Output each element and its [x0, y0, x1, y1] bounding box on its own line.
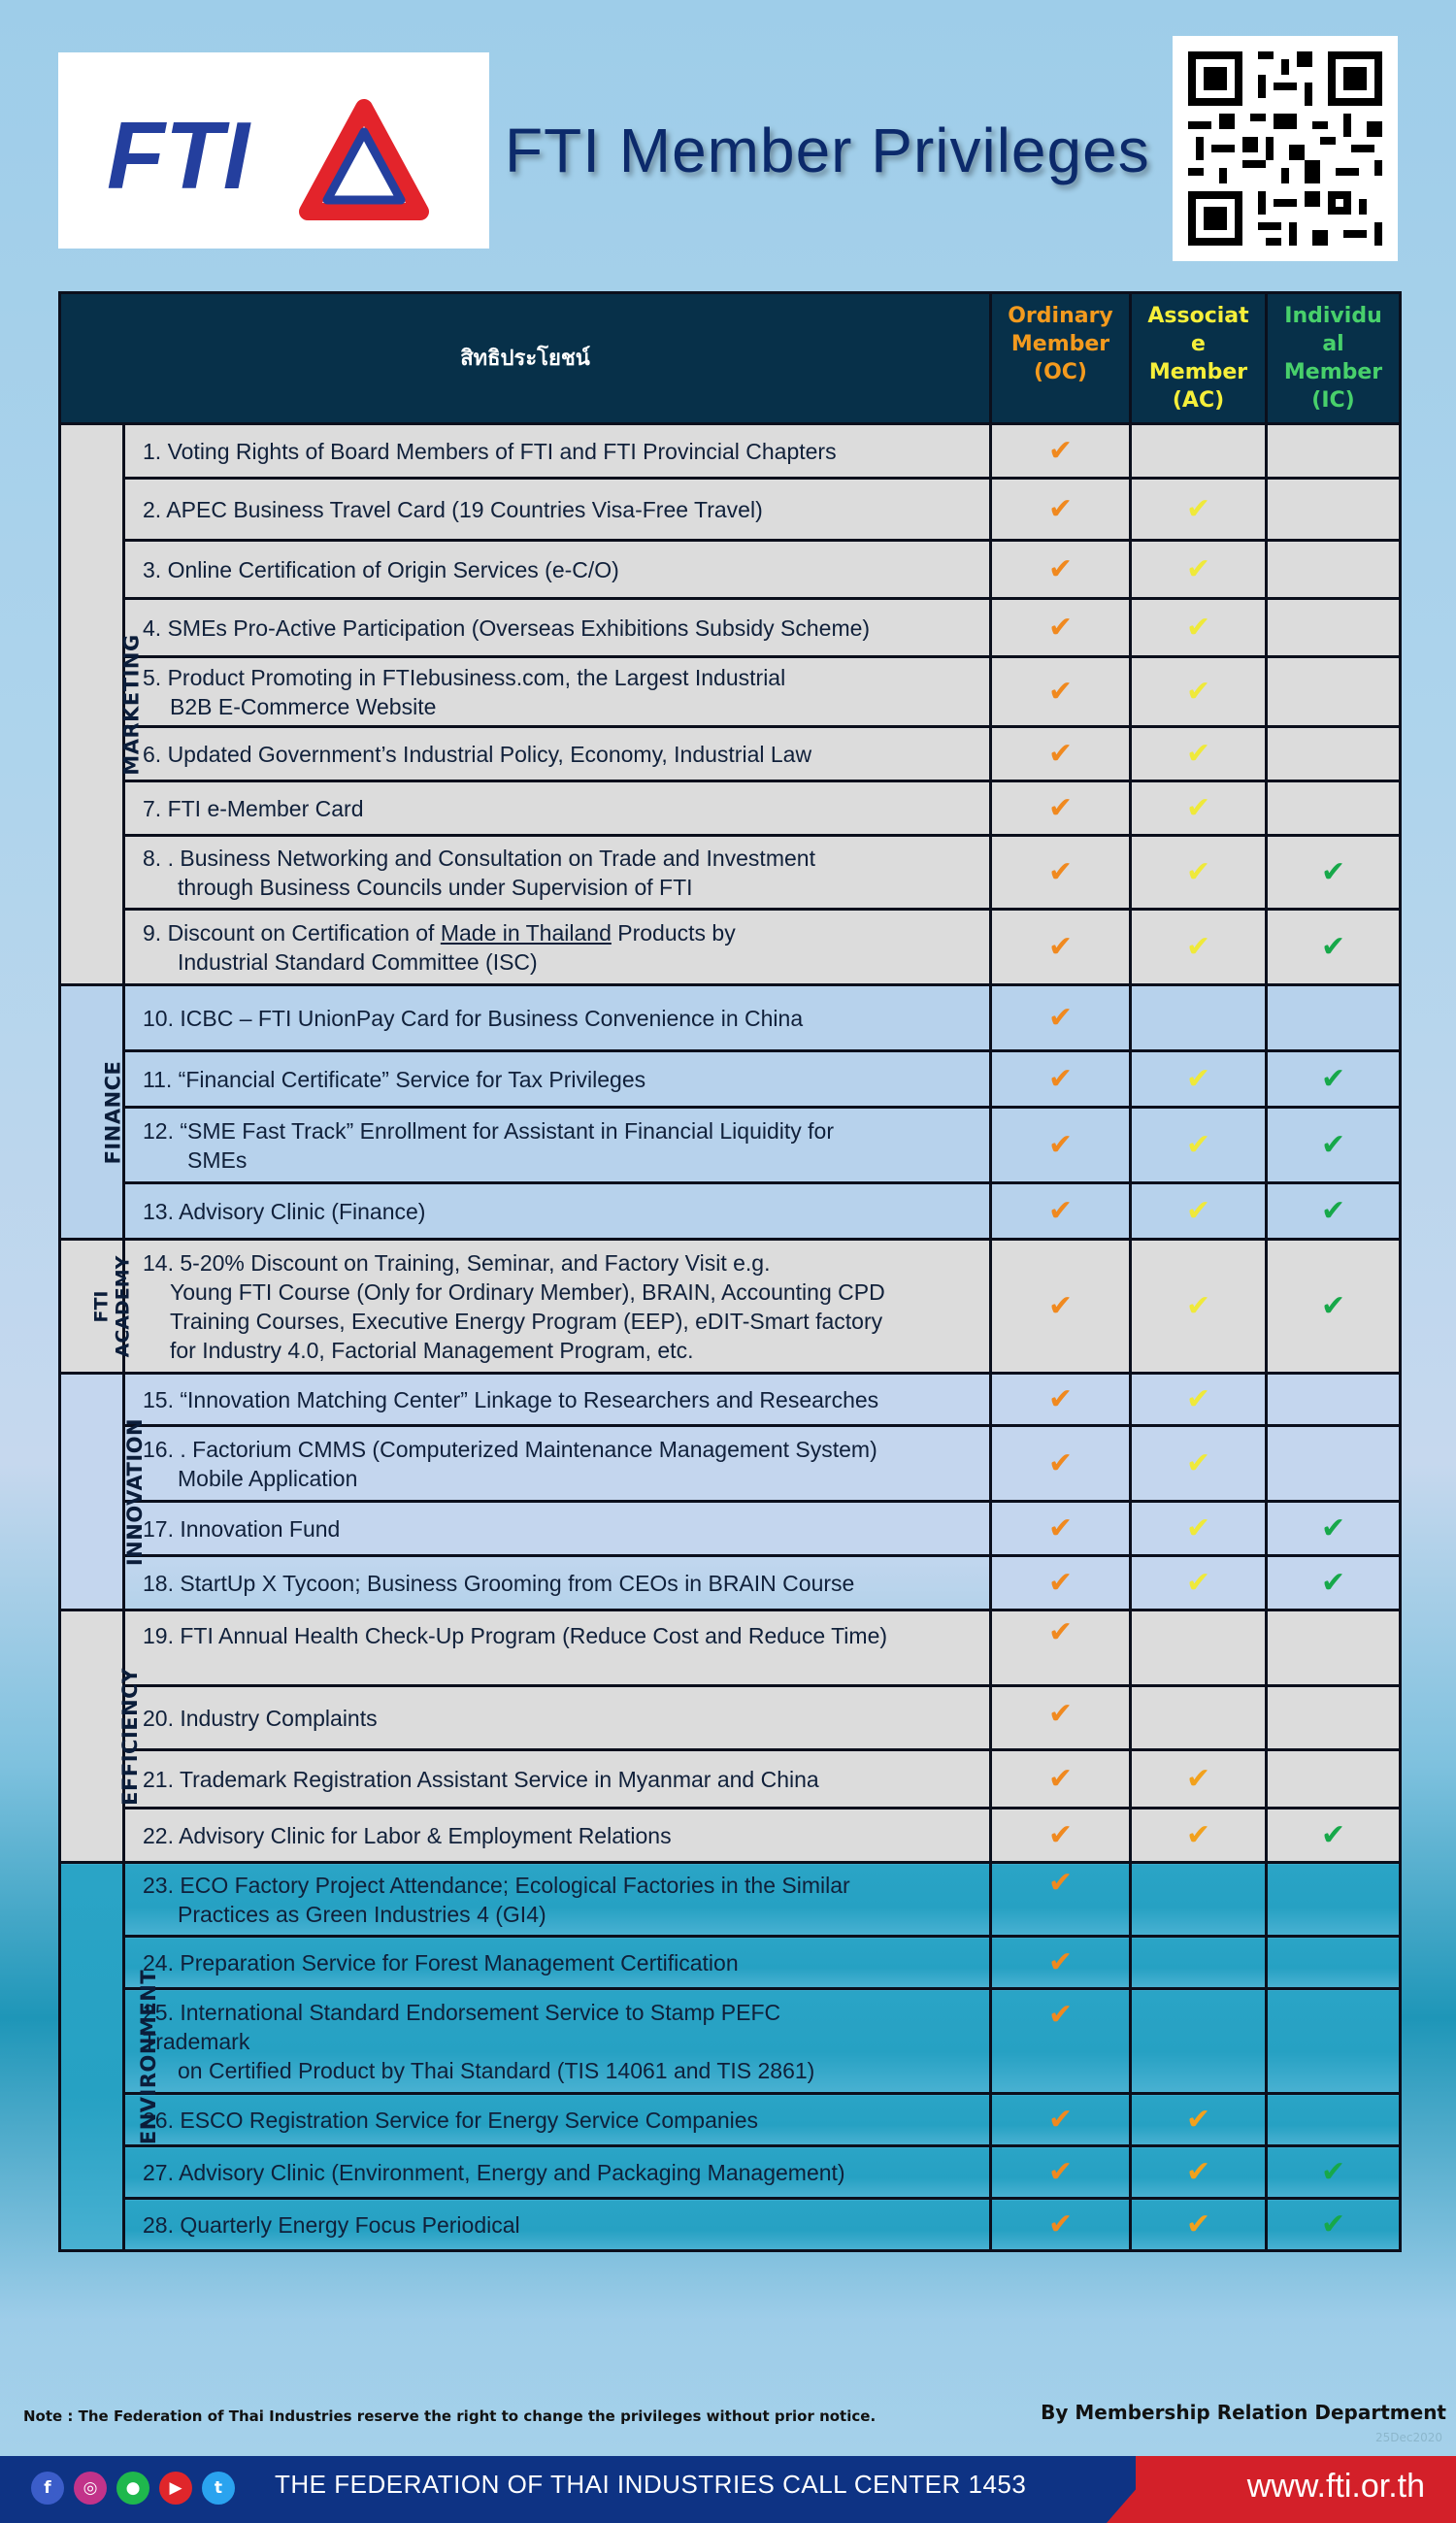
logo-text: FTI	[107, 102, 249, 209]
privilege-item: 9. Discount on Certification of Made in Thailand Products by Industrial Standard Committee (ISC)	[124, 910, 991, 985]
ic-check-icon: ✔	[1267, 836, 1401, 910]
fti-logo	[58, 52, 489, 249]
ac-check-icon: ✔	[1131, 1556, 1267, 1610]
privilege-item: 28. Quarterly Energy Focus Periodical	[124, 2199, 991, 2251]
ic-empty-cell	[1267, 781, 1401, 836]
ic-check-icon: ✔	[1267, 910, 1401, 985]
oc-check-icon: ✔	[991, 1051, 1131, 1108]
privilege-item: 6. Updated Government’s Industrial Policy, Economy, Industrial Law	[124, 727, 991, 781]
table-row	[60, 781, 1401, 836]
oc-check-icon: ✔	[991, 1502, 1131, 1556]
ac-empty-cell	[1131, 985, 1267, 1051]
ac-check-icon: ✔	[1131, 657, 1267, 727]
page-title: FTI Member Privileges	[505, 116, 1150, 185]
ac-check-icon: ✔	[1131, 1750, 1267, 1809]
youtube-icon[interactable]: ▶	[159, 2472, 192, 2505]
table-row	[60, 1989, 1401, 2094]
privilege-item: 18. StartUp X Tycoon; Business Grooming from CEOs in BRAIN Course	[124, 1556, 991, 1610]
privilege-item: 22. Advisory Clinic for Labor & Employment Relations	[124, 1809, 991, 1863]
col-oc-header: Ordinary Member (OC)	[991, 293, 1131, 424]
ac-check-icon: ✔	[1131, 479, 1267, 541]
privilege-item: 23. ECO Factory Project Attendance; Ecological Factories in the Similar Practices as Green Industries 4 (GI4)	[124, 1863, 991, 1937]
table-row	[60, 836, 1401, 910]
oc-check-icon: ✔	[991, 1108, 1131, 1183]
privilege-item: 26. ESCO Registration Service for Energy Service Companies	[124, 2094, 991, 2146]
privilege-item: 13. Advisory Clinic (Finance)	[124, 1183, 991, 1240]
oc-check-icon: ✔	[991, 1686, 1131, 1750]
table-row	[60, 1374, 1401, 1426]
ic-empty-cell	[1267, 2094, 1401, 2146]
table-row	[60, 657, 1401, 727]
table-row	[60, 1240, 1401, 1374]
ac-check-icon: ✔	[1131, 781, 1267, 836]
table-row	[60, 985, 1401, 1051]
oc-check-icon: ✔	[991, 479, 1131, 541]
ac-empty-cell	[1131, 1610, 1267, 1686]
ac-empty-cell	[1131, 424, 1267, 479]
privilege-item: 10. ICBC – FTI UnionPay Card for Business Convenience in China	[124, 985, 991, 1051]
ac-empty-cell	[1131, 1989, 1267, 2094]
ac-check-icon: ✔	[1131, 1426, 1267, 1502]
ic-empty-cell	[1267, 1610, 1401, 1686]
table-header	[60, 293, 1401, 424]
qr-code[interactable]	[1173, 36, 1398, 261]
privilege-item: 2. APEC Business Travel Card (19 Countries Visa-Free Travel)	[124, 479, 991, 541]
ic-empty-cell	[1267, 1426, 1401, 1502]
oc-check-icon: ✔	[991, 727, 1131, 781]
col-privileges-header: สิทธิประโยชน์	[60, 293, 991, 424]
privileges-table	[58, 291, 1402, 2252]
oc-check-icon: ✔	[991, 1863, 1131, 1937]
ic-empty-cell	[1267, 985, 1401, 1051]
oc-check-icon: ✔	[991, 1240, 1131, 1374]
table-row	[60, 1556, 1401, 1610]
ac-check-icon: ✔	[1131, 2146, 1267, 2199]
ac-check-icon: ✔	[1131, 599, 1267, 657]
oc-check-icon: ✔	[991, 781, 1131, 836]
table-row	[60, 2146, 1401, 2199]
ac-check-icon: ✔	[1131, 910, 1267, 985]
table-row	[60, 1502, 1401, 1556]
ac-check-icon: ✔	[1131, 1240, 1267, 1374]
privilege-item: 17. Innovation Fund	[124, 1502, 991, 1556]
oc-check-icon: ✔	[991, 1426, 1131, 1502]
ac-check-icon: ✔	[1131, 1374, 1267, 1426]
disclaimer-note: Note : The Federation of Thai Industries reserve the right to change the privileges without prior notice.	[23, 2407, 877, 2425]
oc-check-icon: ✔	[991, 657, 1131, 727]
table-row	[60, 1686, 1401, 1750]
ic-check-icon: ✔	[1267, 1809, 1401, 1863]
privilege-item: 5. Product Promoting in FTIebusiness.com, the Largest Industrial B2B E-Commerce Website	[124, 657, 991, 727]
ic-empty-cell	[1267, 1989, 1401, 2094]
ic-empty-cell	[1267, 424, 1401, 479]
oc-check-icon: ✔	[991, 599, 1131, 657]
privilege-item: 16. . Factorium CMMS (Computerized Maintenance Management System) Mobile Application	[124, 1426, 991, 1502]
ac-check-icon: ✔	[1131, 541, 1267, 599]
oc-check-icon: ✔	[991, 2146, 1131, 2199]
oc-check-icon: ✔	[991, 985, 1131, 1051]
privilege-item: 11. “Financial Certificate” Service for Tax Privileges	[124, 1051, 991, 1108]
ic-empty-cell	[1267, 479, 1401, 541]
privilege-item: 7. FTI e-Member Card	[124, 781, 991, 836]
table-row	[60, 424, 1401, 479]
privilege-item: 20. Industry Complaints	[124, 1686, 991, 1750]
oc-check-icon: ✔	[991, 1750, 1131, 1809]
footer-bar	[0, 2456, 1456, 2523]
table-row	[60, 1051, 1401, 1108]
category-environment: ENVIRONMENT	[60, 1863, 124, 2251]
privilege-item: 19. FTI Annual Health Check-Up Program (Reduce Cost and Reduce Time)	[124, 1610, 991, 1686]
ic-check-icon: ✔	[1267, 1556, 1401, 1610]
ac-check-icon: ✔	[1131, 1502, 1267, 1556]
table-row	[60, 1750, 1401, 1809]
ic-check-icon: ✔	[1267, 1108, 1401, 1183]
call-center-text: THE FEDERATION OF THAI INDUSTRIES CALL CENTER 1453	[275, 2470, 1027, 2499]
oc-check-icon: ✔	[991, 2094, 1131, 2146]
privilege-item: 27. Advisory Clinic (Environment, Energy and Packaging Management)	[124, 2146, 991, 2199]
privilege-item: 3. Online Certification of Origin Services (e-C/O)	[124, 541, 991, 599]
ac-check-icon: ✔	[1131, 1108, 1267, 1183]
category-efficiency: EFFICIENCY	[60, 1610, 124, 1863]
ic-check-icon: ✔	[1267, 1502, 1401, 1556]
privilege-item: 15. “Innovation Matching Center” Linkage to Researchers and Researches	[124, 1374, 991, 1426]
oc-check-icon: ✔	[991, 424, 1131, 479]
ic-empty-cell	[1267, 541, 1401, 599]
table-row	[60, 479, 1401, 541]
table-row	[60, 1426, 1401, 1502]
privilege-item: 4. SMEs Pro-Active Participation (Overseas Exhibitions Subsidy Scheme)	[124, 599, 991, 657]
oc-check-icon: ✔	[991, 1989, 1131, 2094]
category-fti-academy: FTI ACADEMY	[60, 1240, 124, 1374]
facebook-icon[interactable]: f	[31, 2472, 64, 2505]
col-ic-header: Individu al Member (IC)	[1267, 293, 1401, 424]
ac-check-icon: ✔	[1131, 2094, 1267, 2146]
table-row	[60, 1937, 1401, 1989]
ac-check-icon: ✔	[1131, 1051, 1267, 1108]
table-row	[60, 1863, 1401, 1937]
privilege-item: 24. Preparation Service for Forest Management Certification	[124, 1937, 991, 1989]
oc-check-icon: ✔	[991, 2199, 1131, 2251]
ic-empty-cell	[1267, 1863, 1401, 1937]
ic-check-icon: ✔	[1267, 2199, 1401, 2251]
ic-check-icon: ✔	[1267, 1183, 1401, 1240]
website-link[interactable]: www.fti.or.th	[1246, 2468, 1425, 2505]
oc-check-icon: ✔	[991, 1937, 1131, 1989]
table-row	[60, 1183, 1401, 1240]
ac-empty-cell	[1131, 1937, 1267, 1989]
privilege-item: 12. “SME Fast Track” Enrollment for Assistant in Financial Liquidity for SMEs	[124, 1108, 991, 1183]
table-row	[60, 910, 1401, 985]
line-icon[interactable]: ●	[116, 2472, 149, 2505]
ac-check-icon: ✔	[1131, 1809, 1267, 1863]
oc-check-icon: ✔	[991, 1374, 1131, 1426]
privilege-item: 1. Voting Rights of Board Members of FTI and FTI Provincial Chapters	[124, 424, 991, 479]
category-innovation: INNOVATION	[60, 1374, 124, 1610]
ic-empty-cell	[1267, 1750, 1401, 1809]
twitter-icon[interactable]: t	[202, 2472, 235, 2505]
table-row	[60, 1809, 1401, 1863]
col-ac-header: Associat e Member (AC)	[1131, 293, 1267, 424]
oc-check-icon: ✔	[991, 1809, 1131, 1863]
oc-check-icon: ✔	[991, 910, 1131, 985]
oc-check-icon: ✔	[991, 836, 1131, 910]
category-marketing: MARKETING	[60, 424, 124, 985]
ic-empty-cell	[1267, 1937, 1401, 1989]
privilege-item: 25. International Standard Endorsement Service to Stamp PEFC Trademark on Certified Product by Thai Standard (TIS 14061 and TIS 2861)	[124, 1989, 991, 2094]
ac-check-icon: ✔	[1131, 836, 1267, 910]
ic-empty-cell	[1267, 599, 1401, 657]
ac-check-icon: ✔	[1131, 1183, 1267, 1240]
instagram-icon[interactable]: ◎	[74, 2472, 107, 2505]
privilege-item: 14. 5-20% Discount on Training, Seminar, and Factory Visit e.g. Young FTI Course (Only for Ordinary Member), BRAIN, Accounting CPD Training Courses, Executive Energy Program (EEP), eDIT-Smart factory for Industry 4.0, Factorial Management Program, etc.	[124, 1240, 991, 1374]
ac-check-icon: ✔	[1131, 2199, 1267, 2251]
ac-empty-cell	[1131, 1686, 1267, 1750]
ic-check-icon: ✔	[1267, 1240, 1401, 1374]
oc-check-icon: ✔	[991, 1556, 1131, 1610]
ic-check-icon: ✔	[1267, 2146, 1401, 2199]
table-row	[60, 727, 1401, 781]
table-row	[60, 541, 1401, 599]
oc-check-icon: ✔	[991, 1183, 1131, 1240]
ic-empty-cell	[1267, 657, 1401, 727]
ic-empty-cell	[1267, 1374, 1401, 1426]
table-row	[60, 2094, 1401, 2146]
table-row	[60, 1610, 1401, 1686]
table-row	[60, 2199, 1401, 2251]
privilege-item: 21. Trademark Registration Assistant Service in Myanmar and China	[124, 1750, 991, 1809]
ic-empty-cell	[1267, 1686, 1401, 1750]
oc-check-icon: ✔	[991, 1610, 1131, 1686]
small-code: 25Dec2020	[1374, 2431, 1442, 2444]
privilege-item: 8. . Business Networking and Consultation on Trade and Investment through Business Councils under Supervision of FTI	[124, 836, 991, 910]
ac-check-icon: ✔	[1131, 727, 1267, 781]
department-credit: By Membership Relation Department	[1041, 2401, 1446, 2424]
oc-check-icon: ✔	[991, 541, 1131, 599]
ic-empty-cell	[1267, 727, 1401, 781]
table-row	[60, 599, 1401, 657]
ic-check-icon: ✔	[1267, 1051, 1401, 1108]
ac-empty-cell	[1131, 1863, 1267, 1937]
table-row	[60, 1108, 1401, 1183]
category-finance: FINANCE	[60, 985, 124, 1240]
